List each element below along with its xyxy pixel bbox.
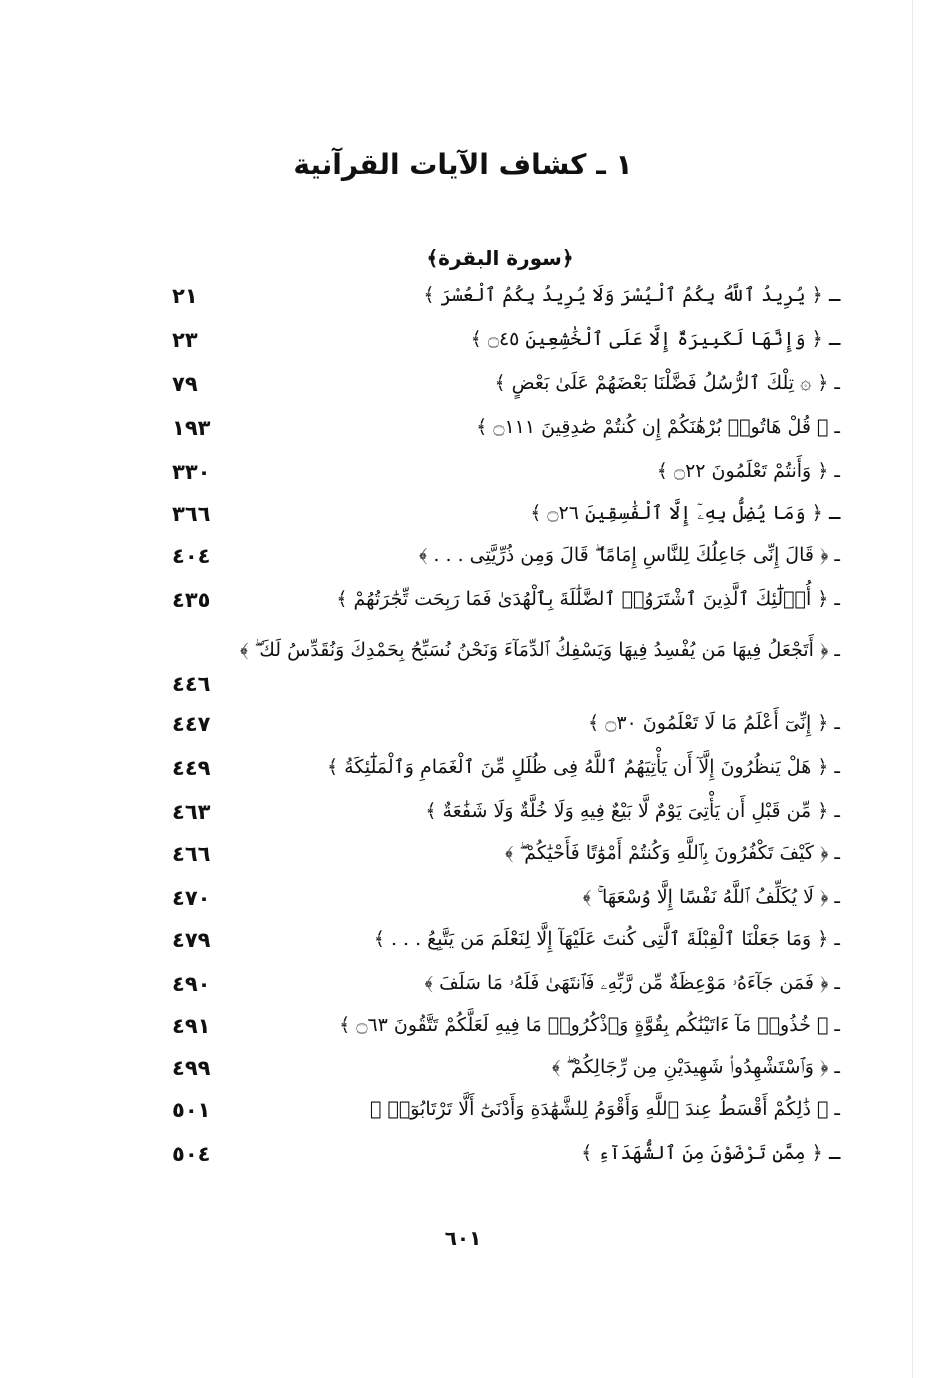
page-reference: ٢٣ <box>172 328 198 352</box>
verse-text: ـ ﴿ مِمَّن تَرْضَوْنَ مِنَ ٱلشُّهَدَآءِ ﴾ <box>581 1142 840 1164</box>
verse-text: ـ ﴿ أُو۟لَٰٓئِكَ ٱلَّذِينَ ٱشْتَرَوُا۟ ٱلضَّلَٰلَةَ بِٱلْهُدَىٰ فَمَا رَبِحَت تِّجَٰرَتُهُمْ ﴾ <box>336 588 840 610</box>
index-entry <box>160 842 840 882</box>
page-reference: ٤٩١ <box>172 1014 211 1038</box>
page-reference: ٤٠٤ <box>172 544 211 568</box>
verse-text: ـ ﴿ كَيْفَ تَكْفُرُونَ بِٱللَّهِ وَكُنتُمْ أَمْوَٰتًا فَأَحْيَٰكُمْ ۖ ﴾ <box>505 842 840 864</box>
index-entry <box>160 502 840 542</box>
verse-text: ـ ﴿ قَالَ إِنِّى جَاعِلُكَ لِلنَّاسِ إِمَامًا ۖ قَالَ وَمِن ذُرِّيَّتِى . . . ﴾ <box>418 544 840 566</box>
index-entry <box>160 800 840 840</box>
index-entry <box>160 1142 840 1182</box>
index-entry <box>160 588 840 628</box>
verse-text: ـ ﴿ إِنِّىٓ أَعْلَمُ مَا لَا تَعْلَمُونَ ۝٣٠ ﴾ <box>588 712 840 734</box>
verse-text: ـ ﴿ ۞ تِلْكَ ٱلرُّسُلُ فَضَّلْنَا بَعْضَهُمْ عَلَىٰ بَعْضٍ ﴾ <box>494 372 840 394</box>
verse-text: ـ ﴿ خُذُوا۟ مَآ ءَاتَيْنَٰكُم بِقُوَّةٍ وَٱذْكُرُوا۟ مَا فِيهِ لَعَلَّكُمْ تَتَّقُونَ ۝٦٣ ﴾ <box>339 1014 840 1036</box>
page-reference: ٥٠١ <box>172 1098 211 1122</box>
verse-text: ـ ﴿ مِّن قَبْلِ أَن يَأْتِىَ يَوْمٌ لَّا بَيْعٌ فِيهِ وَلَا خُلَّةٌ وَلَا شَفَٰعَةٌ ﴾ <box>425 800 840 822</box>
page-reference: ٤٣٥ <box>172 588 211 612</box>
verse-text: ـ ﴿ قُلْ هَاتُوا۟ بُرْهَٰنَكُمْ إِن كُنتُمْ صَٰدِقِينَ ۝١١١ ﴾ <box>476 416 840 438</box>
index-entry <box>160 372 840 412</box>
index-entry <box>160 628 840 716</box>
verse-text: ـ ﴿ وَمَا يُضِلُّ بِهِۦٓ إِلَّا ٱلْفَٰسِقِينَ ۝٢٦ ﴾ <box>530 502 840 524</box>
index-entry <box>160 886 840 926</box>
page-reference: ٤٩٠ <box>172 972 211 996</box>
verse-text: ـ ﴿ لَا يُكَلِّفُ ٱللَّهُ نَفْسًا إِلَّا وُسْعَهَا ۚ ﴾ <box>582 886 840 908</box>
index-entry <box>160 1056 840 1096</box>
index-entry <box>160 416 840 456</box>
verse-text: ـ ﴿ أَتَجْعَلُ فِيهَا مَن يُفْسِدُ فِيهَا وَيَسْفِكُ ٱلدِّمَآءَ وَنَحْنُ نُسَبِّحُ بِحَمْدِكَ وَنُقَدِّسُ لَكَ ۖ ﴾ <box>240 639 840 661</box>
index-entry <box>160 284 840 324</box>
index-entry <box>160 928 840 968</box>
surah-heading: ﴿سورة البقرة﴾ <box>426 246 574 270</box>
page-number: ٦٠١ <box>444 1226 482 1250</box>
verse-text: ـ ﴿ وَٱسْتَشْهِدُوا۟ شَهِيدَيْنِ مِن رِّجَالِكُمْ ۖ ﴾ <box>551 1056 840 1078</box>
verse-text: ـ ﴿ وَمَا جَعَلْنَا ٱلْقِبْلَةَ ٱلَّتِى كُنتَ عَلَيْهَآ إِلَّا لِنَعْلَمَ مَن يَتَّبِعُ . . . ﴾ <box>373 928 840 950</box>
verse-text: ـ ﴿ يُرِيدُ ٱللَّهُ بِكُمُ ٱلْيُسْرَ وَلَا يُرِيدُ بِكُمُ ٱلْعُسْرَ ﴾ <box>423 284 840 306</box>
page-reference: ٤٤٩ <box>172 756 211 780</box>
page-edge-line <box>912 0 913 1378</box>
page-reference: ٤٤٦ <box>172 672 211 696</box>
page-reference: ٤٧٩ <box>172 928 211 952</box>
page-reference: ٤٩٩ <box>172 1056 211 1080</box>
page-reference: ١٩٣ <box>172 416 211 440</box>
page-reference: ٧٩ <box>172 372 198 396</box>
index-entry <box>160 756 840 796</box>
index-entry <box>160 544 840 584</box>
index-entry <box>160 972 840 1012</box>
page-reference: ٤٦٣ <box>172 800 211 824</box>
page-reference: ٢١ <box>172 284 198 308</box>
verse-text: ـ ﴿ فَمَن جَآءَهُۥ مَوْعِظَةٌ مِّن رَّبِّهِۦ فَٱنتَهَىٰ فَلَهُۥ مَا سَلَفَ ﴾ <box>424 972 840 994</box>
verse-text: ـ ﴿ وَإِنَّهَا لَكَبِيرَةٌ إِلَّا عَلَى ٱلْخَٰشِعِينَ ۝٤٥ ﴾ <box>470 328 840 350</box>
page-reference: ٣٣٠ <box>172 460 211 484</box>
page-reference: ٥٠٤ <box>172 1142 211 1166</box>
index-entry <box>160 1014 840 1054</box>
verse-text: ـ ﴿ هَلْ يَنظُرُونَ إِلَّآ أَن يَأْتِيَهُمُ ٱللَّهُ فِى ظُلَلٍ مِّنَ ٱلْغَمَامِ وَٱلْمَلَٰٓئِكَةُ ﴾ <box>327 756 840 778</box>
page-title: ١ ـ كشاف الآيات القرآنية <box>293 148 633 181</box>
page-reference: ٤٤٧ <box>172 712 211 736</box>
page-reference: ٣٦٦ <box>172 502 211 526</box>
index-entry <box>160 712 840 752</box>
verse-text: ـ ﴿ ذَٰلِكُمْ أَقْسَطُ عِندَ ٱللَّهِ وَأَقْوَمُ لِلشَّهَٰدَةِ وَأَدْنَىٰٓ أَلَّا تَرْتَابُوٓا۟ ﴾ <box>370 1098 840 1120</box>
index-entry <box>160 460 840 500</box>
index-entry <box>160 328 840 368</box>
verse-text: ـ ﴿ وَأَنتُمْ تَعْلَمُونَ ۝٢٢ ﴾ <box>656 460 840 482</box>
index-entry <box>160 1098 840 1138</box>
page-reference: ٤٦٦ <box>172 842 211 866</box>
page-reference: ٤٧٠ <box>172 886 211 910</box>
